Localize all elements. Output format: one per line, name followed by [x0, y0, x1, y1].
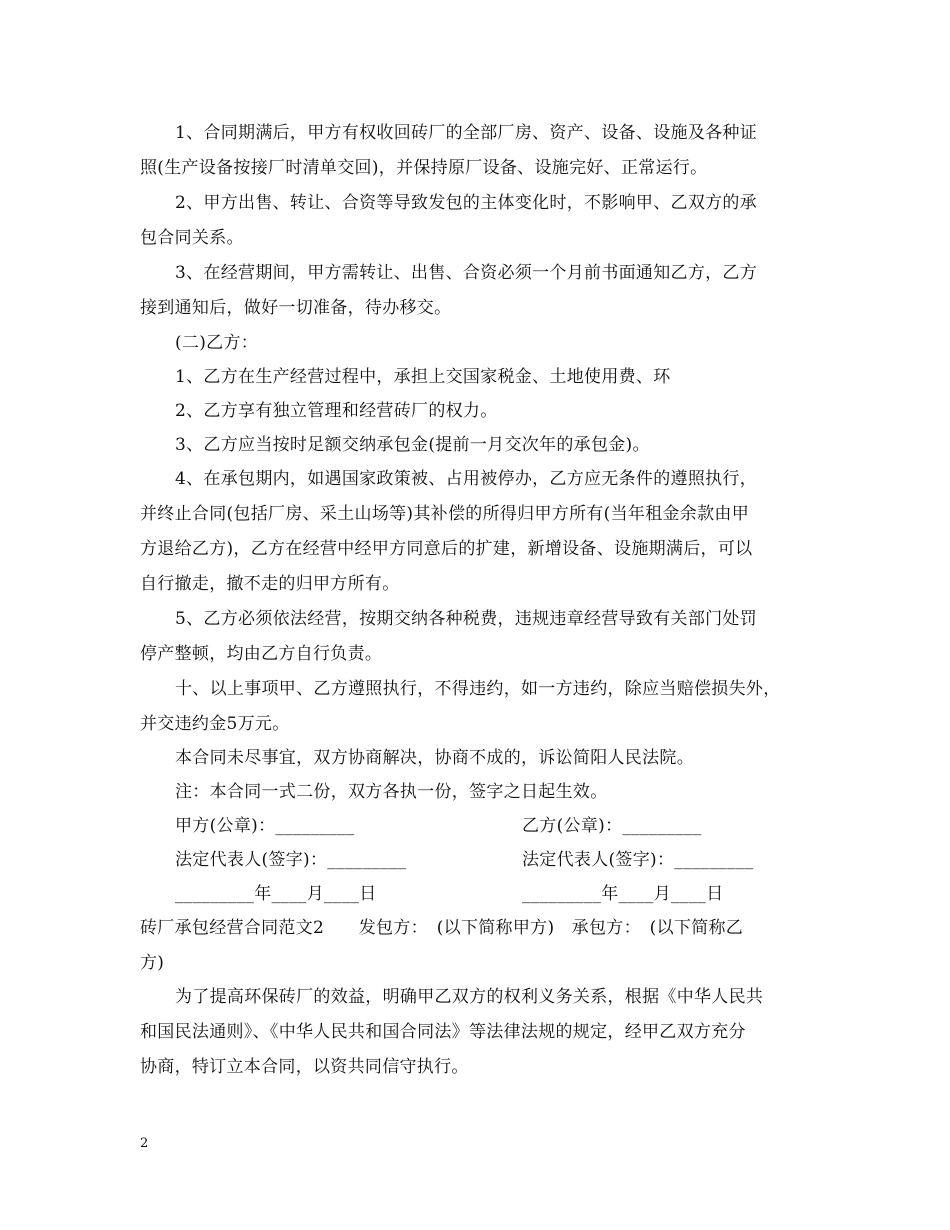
section-title-continued: 方): [140, 953, 165, 973]
paragraph-line: 1、合同期满后，甲方有权收回砖厂的全部厂房、资产、设备、设施及各种证: [175, 123, 758, 143]
paragraph-line: 3、在经营期间，甲方需转让、出售、合资必须一个月前书面通知乙方，乙方: [175, 263, 758, 283]
paragraph-line: 1、乙方在生产经营过程中，承担上交国家税金、土地使用费、环: [175, 367, 671, 387]
intro-paragraph-line: 和国民法通则》、《中华人民共和国合同法》等法律法规的规定，经甲乙双方充分: [140, 1022, 746, 1042]
section-title: 砖厂承包经营合同范文2 发包方： (以下简称甲方) 承包方： (以下简称乙: [140, 918, 744, 938]
intro-paragraph-line: 协商，特订立本合同，以资共同信守执行。: [140, 1057, 469, 1077]
paragraph-line: 并终止合同(包括厂房、采土山场等)其补偿的所得归甲方所有(当年租金余款由甲: [140, 504, 749, 524]
paragraph-line: 照(生产设备按接厂时清单交回)，并保持原厂设备、设施完好、正常运行。: [140, 158, 708, 178]
paragraph-line: 包合同关系。: [140, 228, 244, 248]
paragraph-line: 自行撤走，撤不走的归甲方所有。: [140, 574, 400, 594]
party-a-representative: 法定代表人(签字)：_________: [175, 850, 407, 870]
party-a-date: _________年____月____日: [175, 884, 377, 904]
paragraph-line: 3、乙方应当按时足额交纳承包金(提前一月交次年的承包金)。: [175, 435, 650, 455]
paragraph-line: 十、以上事项甲、乙方遵照执行，不得违约，如一方违约，除应当赔偿损失外，: [175, 679, 781, 699]
paragraph-line: 方退给乙方)，乙方在经营中经甲方同意后的扩建，新增设备、设施期满后，可以: [140, 539, 753, 559]
paragraph-line: 2、甲方出售、转让、合资等导致发包的主体变化时，不影响甲、乙双方的承: [175, 193, 758, 213]
party-b-seal: 乙方(公章)：_________: [522, 816, 702, 836]
paragraph-line: 本合同未尽事宜，双方协商解决，协商不成的，诉讼简阳人民法院。: [175, 748, 694, 768]
paragraph-line: 注：本合同一式二份，双方各执一份，签字之日起生效。: [175, 782, 608, 802]
page-number: 2: [140, 1136, 149, 1151]
party-b-date: _________年____月____日: [522, 884, 724, 904]
section-heading: (二)乙方：: [175, 333, 259, 353]
paragraph-line: 停产整顿，均由乙方自行负责。: [140, 644, 383, 664]
party-b-representative: 法定代表人(签字)：_________: [522, 850, 754, 870]
paragraph-line: 2、乙方享有独立管理和经营砖厂的权力。: [175, 401, 498, 421]
intro-paragraph-line: 为了提高环保砖厂的效益，明确甲乙双方的权利义务关系，根据《中华人民共: [175, 987, 764, 1007]
paragraph-line: 接到通知后，做好一切准备，待办移交。: [140, 298, 452, 318]
paragraph-line: 4、在承包期内，如遇国家政策被、占用被停办，乙方应无条件的遵照执行，: [175, 469, 758, 489]
paragraph-line: 5、乙方必须依法经营，按期交纳各种税费，违规违章经营导致有关部门处罚: [175, 609, 758, 629]
party-a-seal: 甲方(公章)：_________: [175, 816, 355, 836]
paragraph-line: 并交违约金5万元。: [140, 714, 290, 734]
